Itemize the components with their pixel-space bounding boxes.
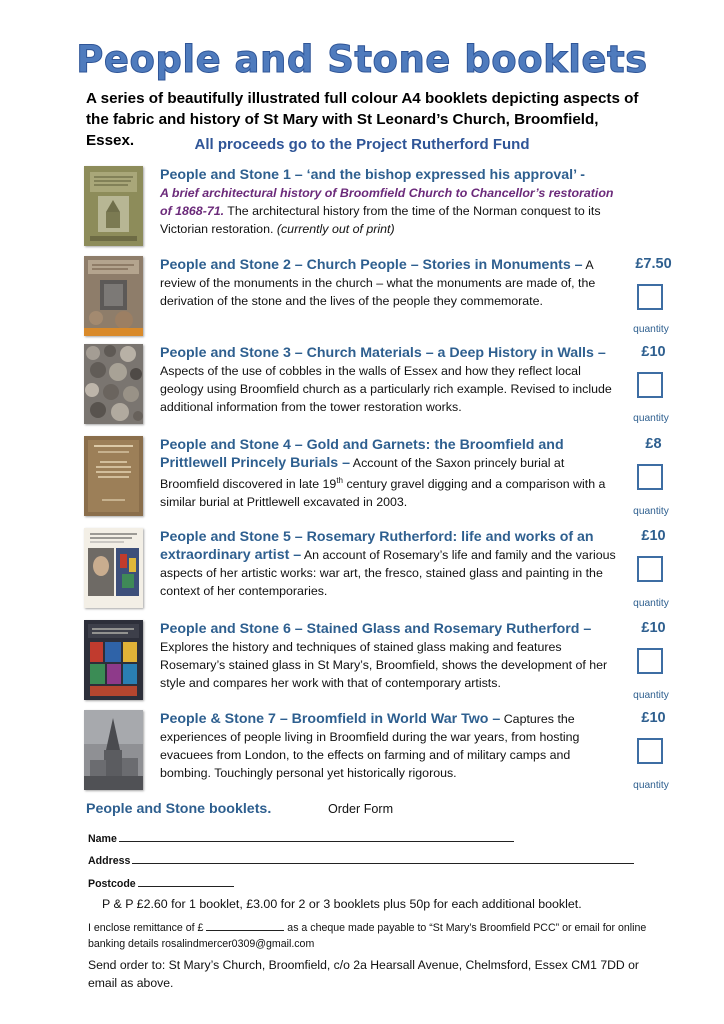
booklet-5-quantity-box[interactable] (637, 556, 663, 582)
booklet-6-description: Explores the history and techniques of stained glass making and features Rosemary’s stained glass in St Mary’s, Broomfield, shows the development of her style and compares her work with that of contemporary artists. (160, 640, 608, 690)
cover-image-booklet-7 (84, 710, 143, 790)
booklet-6-price: £10 (641, 620, 666, 636)
booklet-1-text (160, 166, 616, 238)
page-title: People and Stone booklets (76, 38, 648, 81)
booklet-4-quantity-label: quantity (633, 506, 669, 517)
booklet-1-status: (currently out of print) (276, 222, 395, 236)
postcode-field[interactable] (138, 875, 234, 887)
booklet-2-title: People and Stone 2 – Church People – Stories in Monuments – (160, 257, 583, 273)
address-label: Address (88, 855, 131, 867)
booklet-7-quantity-label: quantity (633, 780, 669, 791)
booklet-3-text (160, 344, 616, 416)
cover-image-booklet-1 (84, 166, 143, 246)
name-label: Name (88, 833, 117, 845)
order-form-header (86, 800, 394, 818)
postage-and-packing: P & P £2.60 for 1 booklet, £3.00 for 2 or 3 booklets plus 50p for each additional booklet. (102, 897, 582, 911)
booklet-6-text (160, 620, 616, 692)
booklet-3-description: Aspects of the use of cobbles in the walls of Essex and how they reflect local geology using Broomfield church as a particularly rich example. Revised to include additional information from the tower restoration works. (160, 364, 612, 414)
postcode-label: Postcode (88, 878, 136, 890)
remittance-text (88, 920, 648, 952)
booklet-4-description-a: Account of the Saxon princely burial at Broomfield discovered in late 19 (160, 456, 565, 492)
booklet-7-title: People & Stone 7 – Broomfield in World War Two – (160, 711, 501, 727)
booklet-5-title: People and Stone 5 – Rosemary Rutherford: life and works of an extraordinary artist – (160, 529, 594, 563)
address-field[interactable] (132, 852, 634, 864)
booklet-1-description: The architectural history from the time of the Norman conquest to its Victorian restoration. (160, 204, 601, 236)
booklet-1-subtitle: A brief architectural history of Broomfield Church to Chancellor’s restoration of 1868-71. (160, 186, 614, 218)
booklet-7-quantity-box[interactable] (637, 738, 663, 764)
name-field-row (88, 830, 514, 845)
send-order-text: Send order to: St Mary’s Church, Broomfield, c/o 2a Hearsall Avenue, Chelmsford, Essex CM1 7DD or email as above. (88, 958, 639, 990)
booklet-6-title: People and Stone 6 – Stained Glass and Rosemary Rutherford – (160, 621, 592, 637)
cover-image-booklet-3 (84, 344, 143, 424)
address-field-row (88, 852, 634, 867)
order-form-label: Order Form (328, 802, 394, 816)
remittance-amount-field[interactable] (206, 920, 284, 931)
booklet-4-quantity-box[interactable] (637, 464, 663, 490)
booklet-6-quantity-label: quantity (633, 690, 669, 701)
cover-image-booklet-4 (84, 436, 143, 516)
booklet-5-price: £10 (641, 528, 666, 544)
booklet-5-quantity-label: quantity (633, 598, 669, 609)
name-field[interactable] (119, 830, 514, 842)
booklet-3-quantity-label: quantity (633, 413, 669, 424)
booklet-6-quantity-box[interactable] (637, 648, 663, 674)
booklet-4-text (160, 436, 616, 511)
booklet-2-description: A review of the monuments in the church – what the monuments are made of, the derivation of the stone and the lives of the people they commemorate. (160, 258, 596, 308)
booklet-7-price: £10 (641, 710, 666, 726)
proceeds-note: All proceeds go to the Project Rutherford Fund (194, 136, 530, 153)
booklet-3-quantity-box[interactable] (637, 372, 663, 398)
cover-image-booklet-6 (84, 620, 143, 700)
remittance-text-b: as a cheque made payable to “St Mary’s Broomfield PCC” or email for online banking details rosalindmercer0309@gmail.com (88, 922, 647, 950)
booklet-2-text (160, 256, 616, 310)
subtitle: A series of beautifully illustrated full colour A4 booklets depicting aspects of the fabric and history of St Mary with St Leonard’s Church, Broomfield, Essex. (86, 90, 639, 149)
postcode-field-row (88, 875, 234, 890)
cover-image-booklet-5 (84, 528, 143, 608)
order-form-heading: People and Stone booklets. (86, 801, 272, 817)
booklet-4-description-sup: th (336, 476, 343, 485)
booklet-7-text (160, 710, 616, 782)
booklet-1-title: People and Stone 1 – ‘and the bishop expressed his approval’ - (160, 167, 585, 183)
booklet-5-description: An account of Rosemary’s life and family and the various aspects of her artistic works: war art, the fresco, stained glass and painting in the context of her contemporaries. (160, 548, 616, 598)
booklet-5-text (160, 528, 616, 600)
booklet-3-title: People and Stone 3 – Church Materials – a Deep History in Walls – (160, 345, 606, 361)
booklet-2-quantity-box[interactable] (637, 284, 663, 310)
booklet-7-description: Captures the experiences of people living in Broomfield during the war years, from hosting evacuees from London, to the effects on farming and of military camps and bombing. Touchingly personal yet historically rigorous. (160, 712, 580, 780)
booklet-3-price: £10 (641, 344, 666, 360)
cover-image-booklet-2 (84, 256, 143, 336)
booklet-2-price: £7.50 (635, 256, 672, 272)
remittance-text-a: I enclose remittance of £ (88, 922, 207, 934)
booklet-4-title: People and Stone 4 – Gold and Garnets: the Broomfield and Prittlewell Princely Burials – (160, 437, 564, 471)
booklet-4-price: £8 (645, 436, 662, 452)
booklet-4-description-b: century gravel digging and a comparison with a similar burial at Prittlewell excavated in 2003. (160, 477, 606, 510)
booklet-2-quantity-label: quantity (633, 324, 669, 335)
